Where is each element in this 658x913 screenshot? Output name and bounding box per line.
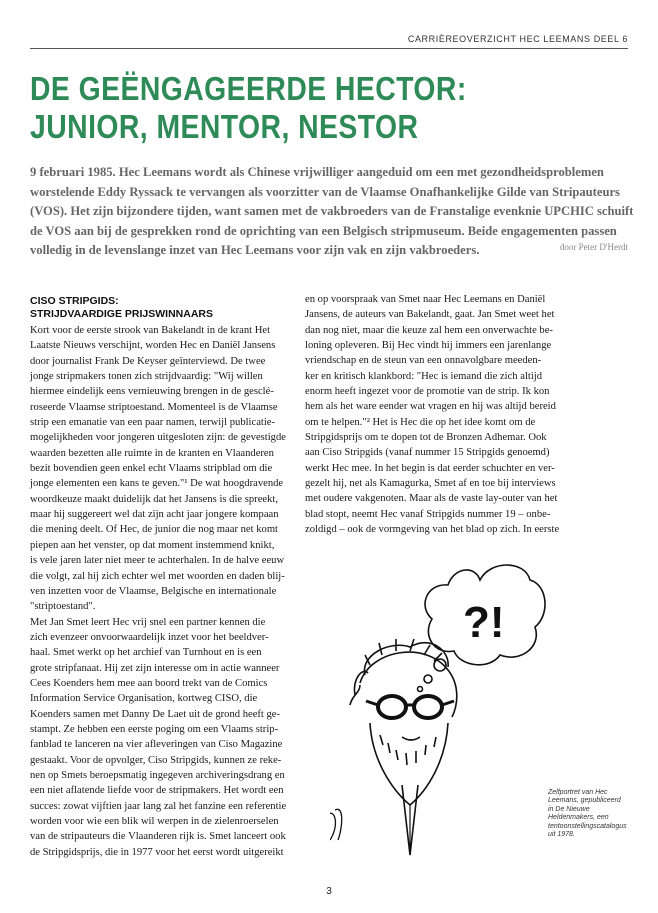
body-text-line: jonge elementen een kans te geven."¹ De wat hoogdravende bbox=[30, 478, 284, 490]
body-text-line: Met Jan Smet leert Hec vrij snel een partner kennen die bbox=[30, 616, 266, 628]
running-header bbox=[30, 34, 628, 49]
body-text-line: woordkeuze maakt duidelijk dat het Jansens is die spreekt, bbox=[30, 493, 279, 505]
body-text-line: van de stripauteurs die Vlaanderen rijk is. Smet lanceert ook bbox=[30, 831, 286, 843]
body-text-line: Laatste Nieuws verschijnt, worden Hec en Daniël Jansens bbox=[30, 340, 276, 352]
title-line: DE GEËNGAGEERDE HECTOR: bbox=[30, 70, 467, 107]
body-text-line: met oudere vakgenoten. Maar als de vaste lay-outer van het bbox=[305, 493, 558, 505]
page-number: 3 bbox=[326, 886, 332, 897]
body-text-line: fanblad te lanceren na vier afleveringen van Ciso Magazine bbox=[30, 739, 283, 751]
left-column bbox=[30, 295, 292, 860]
body-text-line: door journalist Frank De Keyser geïnterviewd. De twee bbox=[30, 355, 266, 367]
body-text-line: roseerde Vlaamse striptoestand. Momenteel is de Vlaamse bbox=[30, 401, 278, 413]
body-text-line: en op voorspraak van Smet naar Hec Leemans en Daniël bbox=[305, 294, 546, 305]
body-text-line: Jansens, de auteurs van Bakelandt, gaat. Jan Smet weet het bbox=[305, 309, 555, 321]
body-text-line: Kort voor de eerste strook van Bakelandt in de krant Het bbox=[30, 325, 271, 336]
left-column-body bbox=[30, 323, 292, 860]
thought-bubble-text: ?! bbox=[463, 598, 505, 647]
body-text-line: die volgt, zal hij zich echter wel met woorden en daden blij- bbox=[30, 570, 285, 582]
body-text-line: de Stripgidsprijs, die in 1977 voor het eerst wordt uitgereikt bbox=[30, 846, 284, 858]
body-text-line: ven inzetten voor de Vlaamse, Belgische en internationale bbox=[30, 585, 277, 597]
body-text-line: zich evenzeer onvoorwaardelijk inzet voor het beeldver- bbox=[30, 631, 269, 643]
body-text-line: loning opleveren. Bij Hec vindt hij immers een jarenlange bbox=[305, 340, 552, 352]
self-portrait-illustration bbox=[330, 555, 550, 865]
intro-line: de VOS aan bij de gesprekken rond de oprichting van een Belgisch stripmuseum. Beide engagementen passen bbox=[30, 223, 617, 238]
illustration-caption bbox=[548, 789, 630, 839]
body-text-line: dan nog niet, maar die keuze zal hem een onverwachte be- bbox=[305, 324, 553, 336]
right-column bbox=[305, 290, 628, 538]
body-text-line: om te helpen."² Het is Hec die op het idee komt om de bbox=[305, 416, 536, 428]
intro-line: volledig in de levenslange inzet van Hec Leemans voor zijn vak en zijn vakbroeders. bbox=[30, 243, 480, 257]
article-intro bbox=[30, 163, 634, 261]
body-text-line: blad stopt, neemt Hec vanaf Stripgids nummer 19 – onbe- bbox=[305, 508, 551, 520]
article-title bbox=[30, 70, 546, 146]
body-text-line: waarden bezetten alle ruimte in de kranten en Vlaanderen bbox=[30, 447, 274, 459]
body-text-line: gezelt hij, net als Kamagurka, Smet af en toe bij interviews bbox=[305, 478, 556, 490]
caption-line: tentoonstellingscatalogus bbox=[548, 822, 627, 830]
caption-line: Zelfportret van Hec bbox=[548, 789, 608, 796]
body-text-line: jonge stripmakers tonen zich strijdvaardig: "Wij willen bbox=[30, 371, 263, 383]
body-text-line: worden voor wie een blik wil werpen in de zielenroerselen bbox=[30, 816, 279, 827]
body-text-line: stampt. Ze hebben een eerste poging om een Vlaams strip- bbox=[30, 723, 279, 735]
caption-line: in De Nieuwe bbox=[548, 805, 590, 813]
body-text-line: maar hij suggereert wel dat zijn acht jaar jongere kompaan bbox=[30, 509, 279, 521]
body-text-line: hiermee eindelijk eens vernieuwing brengen in de gesclé- bbox=[30, 386, 274, 398]
caption-line: Leemans, gepubliceerd bbox=[548, 797, 621, 805]
body-text-line: gestaakt. Voor de opvolger, Ciso Stripgids, kunnen ze reke- bbox=[30, 754, 282, 766]
caption-line: uit 1978. bbox=[548, 831, 575, 839]
title-line: JUNIOR, MENTOR, NESTOR bbox=[30, 108, 419, 145]
body-text-line: grote stripfanaat. Hij zet zijn interesse om in actie wanneer bbox=[30, 662, 280, 674]
body-text-line: Information Service Organisation, kortweg CISO, die bbox=[30, 693, 258, 705]
intro-line: (VOS). Het zijn bijzondere tijden, want samen met de vakbroeders van de Franstalige evenknie UPCHIC schuift bbox=[30, 204, 634, 218]
right-column-body bbox=[305, 292, 628, 538]
intro-line: 9 februari 1985. Hec Leemans wordt als Chinese vrijwilliger aangeduid om een met gezondheidsproblemen bbox=[30, 165, 604, 179]
body-text-line: Stripgidsprijs om te dopen tot de Bronzen Adhemar. Ook bbox=[305, 432, 547, 444]
body-text-line: werkt Hec mee. In het begin is dat eerder schuchter en ver- bbox=[305, 462, 555, 474]
artist-signature bbox=[330, 808, 342, 840]
running-title: CARRIÈREOVERZICHT HEC LEEMANS DEEL 6 bbox=[407, 34, 628, 44]
body-text-line: die mening deelt. Of Hec, de junior die nog maar net komt bbox=[30, 524, 278, 536]
body-text-line: nen op Smets beroepsmatig ingegeven archiveringsdrang en bbox=[30, 769, 285, 781]
section-heading-line: CISO STRIPGIDS: bbox=[30, 295, 119, 307]
section-heading bbox=[30, 295, 292, 321]
body-text-line: vriendschap en de steun van een onnavolgbare meeden- bbox=[305, 355, 542, 367]
body-text-line: mogelijkheden voor jongeren uitgesloten zijn: de gevestigde bbox=[30, 432, 286, 444]
body-text-line: succes: zowat vijftien jaar lang zal het fanzine een referentie bbox=[30, 800, 287, 812]
body-text-line: aan Ciso Stripgids (vanaf nummer 15 Stripgids genoemd) bbox=[305, 447, 550, 459]
body-text-line: ker en kritisch klankbord: "Hec is iemand die zich altijd bbox=[305, 370, 543, 382]
body-text-line: een niet aflatende liefde voor de stripmakers. Het wordt een bbox=[30, 785, 284, 797]
body-text-line: "striptoestand". bbox=[30, 601, 96, 613]
body-text-line: haal. Smet werkt op het archief van Turnhout en is een bbox=[30, 647, 262, 659]
body-text-line: Koenders samen met Danny De Laet uit de grond heeft ge- bbox=[30, 708, 281, 720]
body-text-line: bezit bovendien geen enkel echt Vlaams stripblad om die bbox=[30, 463, 273, 475]
body-text-line: zoldigd – ook de vormgeving van het blad op zich. In eerste bbox=[305, 524, 560, 536]
body-text-line: Cees Koenders hem mee aan boord trekt van de Comics bbox=[30, 677, 268, 689]
body-text-line: hem als het ware eender wat vragen en hij was altijd bereid bbox=[305, 401, 556, 413]
intro-line: worstelende Eddy Ryssack te vervangen als voorzitter van de Vlaamse Onafhankelijke Gilde van Stripauteurs bbox=[30, 184, 620, 199]
body-text-line: strip een emanatie van een paar namen, terwijl publicatie- bbox=[30, 417, 276, 429]
body-text-line: is vele jaren later niet meer te achterhalen. In de halve eeuw bbox=[30, 555, 285, 567]
caption-line: Heldenmakers, een bbox=[548, 814, 609, 822]
section-heading-line: STRIJDVAARDIGE PRIJSWINNAARS bbox=[30, 308, 213, 320]
body-text-line: piepen aan het venster, op dat moment instemmend knikt, bbox=[30, 539, 275, 551]
author-byline: door Peter D'Herdt bbox=[559, 242, 628, 252]
body-text-line: enorm heeft ingezet voor de promotie van de strip. Ik kon bbox=[305, 386, 550, 398]
